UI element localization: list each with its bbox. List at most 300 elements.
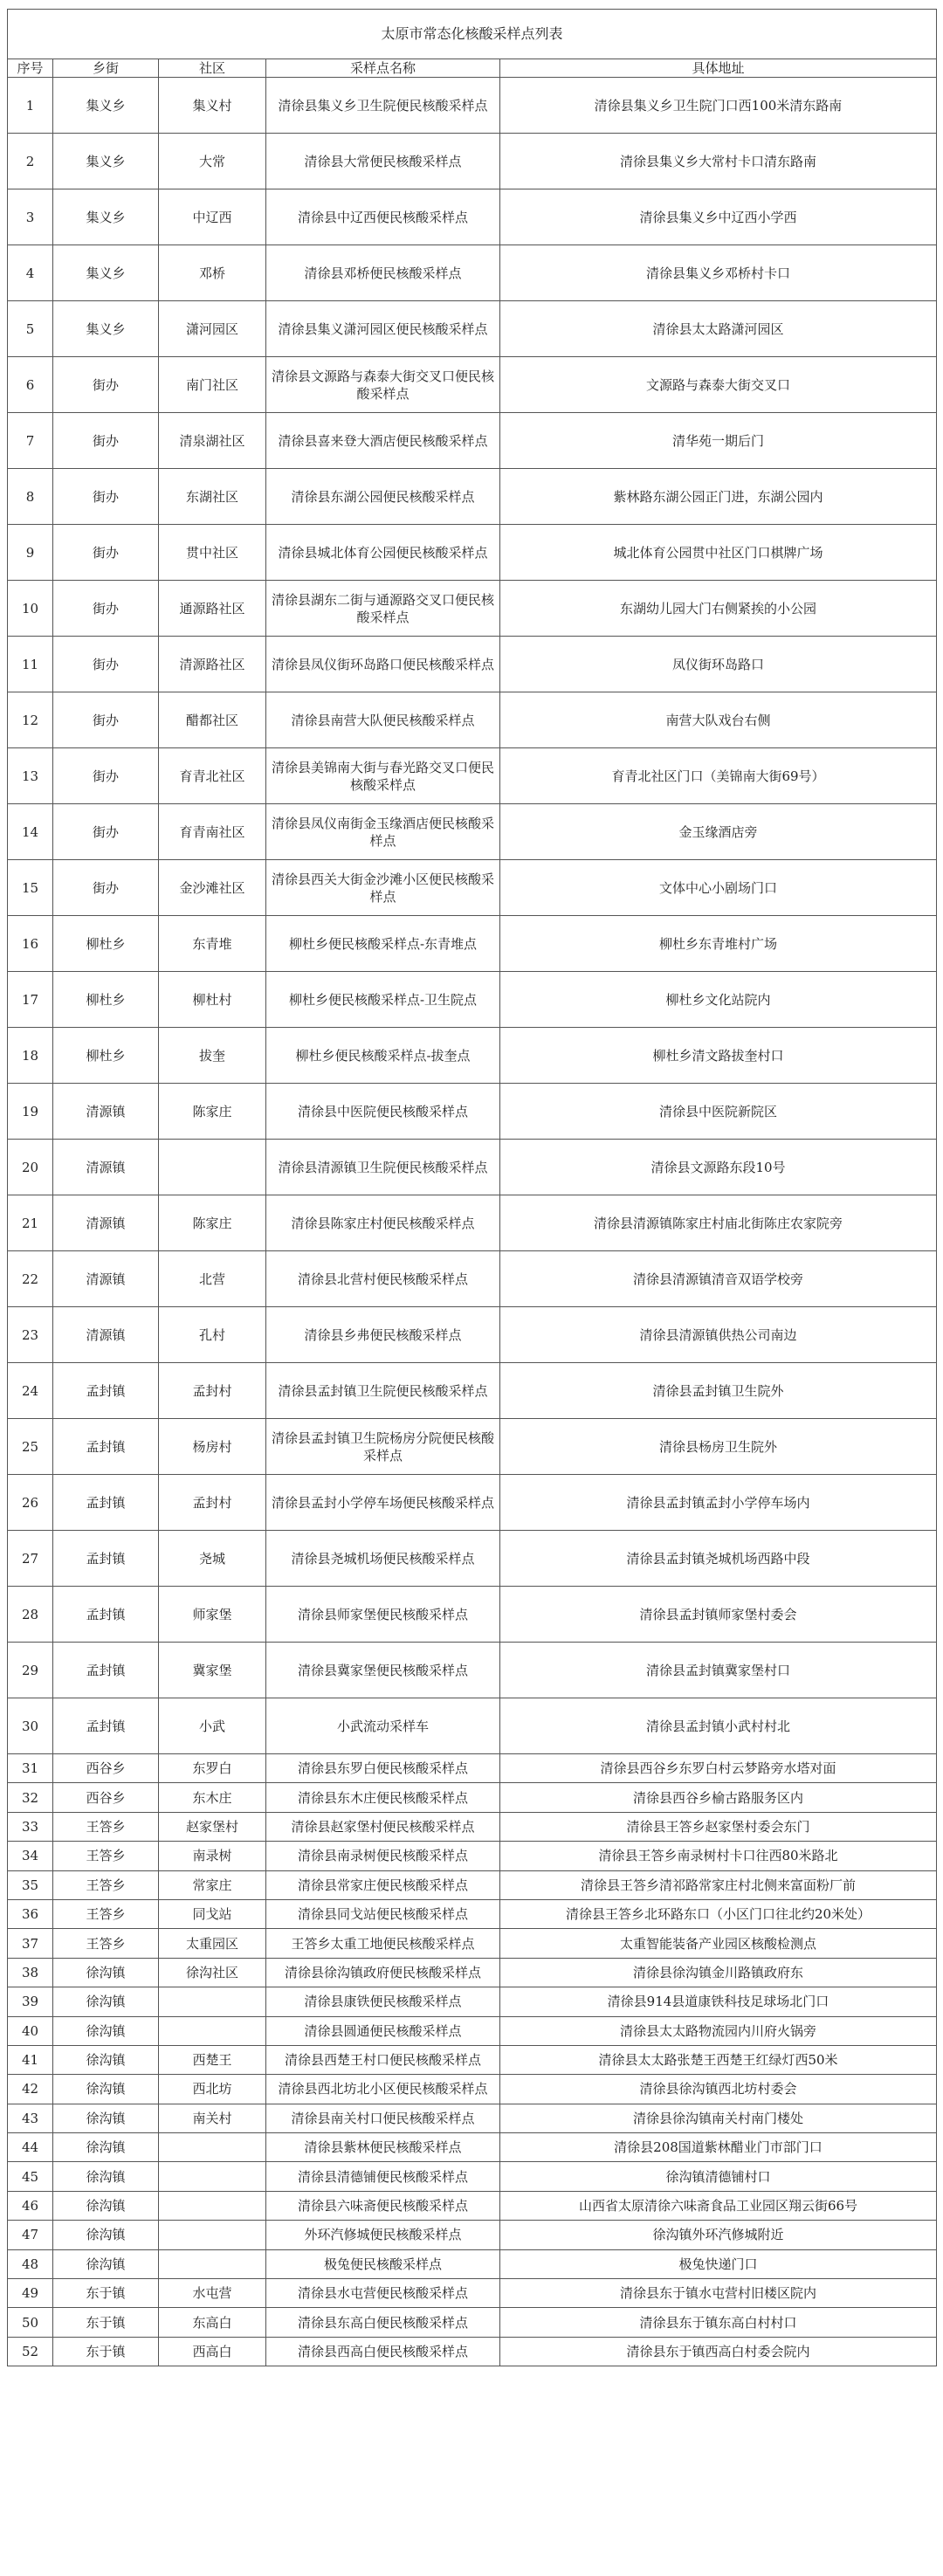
row-community: 南门社区	[159, 357, 266, 413]
row-address: 清徐县208国道紫林醋业门市部门口	[500, 2133, 937, 2162]
row-address: 育青北社区门口（美锦南大街69号）	[500, 748, 937, 804]
row-site-name: 极兔便民核酸采样点	[266, 2249, 500, 2278]
row-township: 清源镇	[53, 1140, 159, 1195]
row-address: 清徐县东于镇西高白村委会院内	[500, 2337, 937, 2366]
table-row	[8, 2045, 937, 2074]
row-address: 清徐县王答乡南录树村卡口往西80米路北	[500, 1842, 937, 1870]
row-township: 清源镇	[53, 1084, 159, 1140]
row-township: 徐沟镇	[53, 1958, 159, 1987]
row-site-name: 清徐县东木庄便民核酸采样点	[266, 1783, 500, 1812]
row-township: 徐沟镇	[53, 2104, 159, 2132]
table-row	[8, 1754, 937, 1783]
row-township: 王答乡	[53, 1842, 159, 1870]
row-index: 27	[8, 1531, 53, 1587]
row-community: 师家堡	[159, 1587, 266, 1643]
row-address: 清徐县杨房卫生院外	[500, 1419, 937, 1475]
table-row	[8, 1531, 937, 1587]
row-township: 徐沟镇	[53, 2133, 159, 2162]
row-site-name: 清徐县孟封镇卫生院杨房分院便民核酸采样点	[266, 1419, 500, 1475]
row-township: 柳杜乡	[53, 972, 159, 1028]
row-community: 金沙滩社区	[159, 860, 266, 916]
row-site-name: 清徐县清德铺便民核酸采样点	[266, 2162, 500, 2191]
row-site-name: 清徐县西高白便民核酸采样点	[266, 2337, 500, 2366]
table-row	[8, 1812, 937, 1841]
row-address: 清徐县西谷乡榆古路服务区内	[500, 1783, 937, 1812]
row-index: 38	[8, 1958, 53, 1987]
row-township: 街办	[53, 581, 159, 637]
row-site-name: 清徐县尧城机场便民核酸采样点	[266, 1531, 500, 1587]
row-site-name: 王答乡太重工地便民核酸采样点	[266, 1929, 500, 1958]
row-address: 凤仪街环岛路口	[500, 637, 937, 692]
row-index: 7	[8, 413, 53, 469]
table-row	[8, 1363, 937, 1419]
row-address: 文体中心小剧场门口	[500, 860, 937, 916]
row-address: 清徐县王答乡清祁路常家庄村北侧来富面粉厂前	[500, 1870, 937, 1899]
row-township: 徐沟镇	[53, 2162, 159, 2191]
row-township: 柳杜乡	[53, 1028, 159, 1084]
row-township: 街办	[53, 692, 159, 748]
table-title: 太原市常态化核酸采样点列表	[8, 10, 937, 59]
row-site-name: 清徐县文源路与森泰大街交叉口便民核酸采样点	[266, 357, 500, 413]
row-address: 清徐县集义乡中辽西小学西	[500, 189, 937, 245]
row-address: 清徐县孟封镇冀家堡村口	[500, 1643, 937, 1698]
row-community: 东高白	[159, 2308, 266, 2337]
row-index: 15	[8, 860, 53, 916]
row-index: 40	[8, 2016, 53, 2045]
table-row	[8, 2162, 937, 2191]
table-row	[8, 1307, 937, 1363]
row-index: 8	[8, 469, 53, 525]
row-address: 柳杜乡清文路拔奎村口	[500, 1028, 937, 1084]
row-community: 清泉湖社区	[159, 413, 266, 469]
row-site-name: 清徐县凤仪南街金玉缘酒店便民核酸采样点	[266, 804, 500, 860]
row-index: 20	[8, 1140, 53, 1195]
table-row	[8, 2133, 937, 2162]
row-address: 清徐县王答乡赵家堡村委会东门	[500, 1812, 937, 1841]
row-township: 孟封镇	[53, 1531, 159, 1587]
row-community: 贯中社区	[159, 525, 266, 581]
table-row	[8, 1643, 937, 1698]
row-index: 47	[8, 2221, 53, 2249]
row-address: 徐沟镇外环汽修城附近	[500, 2221, 937, 2249]
row-index: 26	[8, 1475, 53, 1531]
row-index: 12	[8, 692, 53, 748]
row-index: 25	[8, 1419, 53, 1475]
row-address: 清徐县孟封镇师家堡村委会	[500, 1587, 937, 1643]
table-row	[8, 860, 937, 916]
row-community: 邓桥	[159, 245, 266, 301]
row-index: 42	[8, 2075, 53, 2104]
row-index: 50	[8, 2308, 53, 2337]
row-index: 39	[8, 1987, 53, 2016]
sampling-points-table	[7, 9, 937, 2366]
row-township: 孟封镇	[53, 1363, 159, 1419]
row-community: 同戈站	[159, 1899, 266, 1928]
row-site-name: 清徐县集义潇河园区便民核酸采样点	[266, 301, 500, 357]
row-community: 西楚王	[159, 2045, 266, 2074]
row-site-name: 清徐县陈家庄村便民核酸采样点	[266, 1195, 500, 1251]
row-address: 清徐县东于镇东高白村村口	[500, 2308, 937, 2337]
row-address: 清徐县西谷乡东罗白村云梦路旁水塔对面	[500, 1754, 937, 1783]
row-community: 陈家庄	[159, 1084, 266, 1140]
row-township: 王答乡	[53, 1812, 159, 1841]
row-index: 22	[8, 1251, 53, 1307]
row-site-name: 清徐县美锦南大街与春光路交叉口便民核酸采样点	[266, 748, 500, 804]
table-row	[8, 1899, 937, 1928]
row-community	[159, 2162, 266, 2191]
row-community: 醋都社区	[159, 692, 266, 748]
table-row	[8, 2075, 937, 2104]
row-address: 清徐县集义乡大常村卡口清东路南	[500, 134, 937, 189]
row-community	[159, 2249, 266, 2278]
row-site-name: 清徐县康铁便民核酸采样点	[266, 1987, 500, 2016]
table-row	[8, 301, 937, 357]
row-index: 4	[8, 245, 53, 301]
row-site-name: 柳杜乡便民核酸采样点-卫生院点	[266, 972, 500, 1028]
row-index: 45	[8, 2162, 53, 2191]
row-community: 常家庄	[159, 1870, 266, 1899]
row-township: 街办	[53, 860, 159, 916]
row-township: 孟封镇	[53, 1475, 159, 1531]
row-community: 赵家堡村	[159, 1812, 266, 1841]
table-row	[8, 2279, 937, 2308]
row-site-name: 清徐县东湖公园便民核酸采样点	[266, 469, 500, 525]
row-township: 集义乡	[53, 301, 159, 357]
table-row	[8, 413, 937, 469]
row-address: 太重智能装备产业园区核酸检测点	[500, 1929, 937, 1958]
row-index: 52	[8, 2337, 53, 2366]
row-site-name: 清徐县集义乡卫生院便民核酸采样点	[266, 78, 500, 134]
row-township: 西谷乡	[53, 1783, 159, 1812]
row-community: 南关村	[159, 2104, 266, 2132]
table-row	[8, 2221, 937, 2249]
table-row	[8, 245, 937, 301]
row-address: 清华苑一期后门	[500, 413, 937, 469]
row-township: 孟封镇	[53, 1587, 159, 1643]
row-community	[159, 1987, 266, 2016]
row-community	[159, 1140, 266, 1195]
row-site-name: 清徐县西关大街金沙滩小区便民核酸采样点	[266, 860, 500, 916]
row-community: 尧城	[159, 1531, 266, 1587]
row-township: 集义乡	[53, 189, 159, 245]
row-township: 柳杜乡	[53, 916, 159, 972]
header-index: 序号	[8, 59, 53, 78]
row-community	[159, 2016, 266, 2045]
row-address: 徐沟镇清德铺村口	[500, 2162, 937, 2191]
table-row	[8, 916, 937, 972]
row-community: 通源路社区	[159, 581, 266, 637]
row-township: 徐沟镇	[53, 2191, 159, 2220]
row-address: 清徐县孟封镇卫生院外	[500, 1363, 937, 1419]
row-index: 23	[8, 1307, 53, 1363]
row-township: 街办	[53, 637, 159, 692]
row-index: 11	[8, 637, 53, 692]
row-community	[159, 2133, 266, 2162]
row-address: 紫林路东湖公园正门进，东湖公园内	[500, 469, 937, 525]
row-community: 西高白	[159, 2337, 266, 2366]
row-community: 孔村	[159, 1307, 266, 1363]
row-township: 街办	[53, 413, 159, 469]
row-site-name: 清徐县南营大队便民核酸采样点	[266, 692, 500, 748]
row-township: 街办	[53, 804, 159, 860]
row-site-name: 外环汽修城便民核酸采样点	[266, 2221, 500, 2249]
row-township: 街办	[53, 748, 159, 804]
row-address: 清徐县914县道康铁科技足球场北门口	[500, 1987, 937, 2016]
row-township: 孟封镇	[53, 1698, 159, 1754]
row-community: 育青北社区	[159, 748, 266, 804]
row-community: 杨房村	[159, 1419, 266, 1475]
header-site-name: 采样点名称	[266, 59, 500, 78]
row-index: 3	[8, 189, 53, 245]
table-row	[8, 189, 937, 245]
row-site-name: 清徐县常家庄便民核酸采样点	[266, 1870, 500, 1899]
row-community: 拔奎	[159, 1028, 266, 1084]
row-site-name: 柳杜乡便民核酸采样点-拔奎点	[266, 1028, 500, 1084]
row-index: 36	[8, 1899, 53, 1928]
row-index: 43	[8, 2104, 53, 2132]
row-site-name: 清徐县乡弗便民核酸采样点	[266, 1307, 500, 1363]
row-site-name: 清徐县东高白便民核酸采样点	[266, 2308, 500, 2337]
table-row	[8, 1842, 937, 1870]
row-township: 徐沟镇	[53, 2045, 159, 2074]
row-community: 东湖社区	[159, 469, 266, 525]
row-index: 13	[8, 748, 53, 804]
row-site-name: 清徐县南关村口便民核酸采样点	[266, 2104, 500, 2132]
row-address: 清徐县太太路张楚王西楚王红绿灯西50米	[500, 2045, 937, 2074]
row-community: 徐沟社区	[159, 1958, 266, 1987]
row-address: 清徐县清源镇清音双语学校旁	[500, 1251, 937, 1307]
row-community: 东青堆	[159, 916, 266, 972]
table-row	[8, 804, 937, 860]
row-address: 清徐县太太路潇河园区	[500, 301, 937, 357]
row-site-name: 清徐县东罗白便民核酸采样点	[266, 1754, 500, 1783]
row-address: 金玉缘酒店旁	[500, 804, 937, 860]
row-address: 清徐县徐沟镇西北坊村委会	[500, 2075, 937, 2104]
row-community: 小武	[159, 1698, 266, 1754]
table-row	[8, 692, 937, 748]
row-index: 16	[8, 916, 53, 972]
row-township: 集义乡	[53, 78, 159, 134]
row-site-name: 清徐县城北体育公园便民核酸采样点	[266, 525, 500, 581]
header-row	[8, 59, 937, 78]
row-community: 集义村	[159, 78, 266, 134]
row-index: 17	[8, 972, 53, 1028]
row-site-name: 柳杜乡便民核酸采样点-东青堆点	[266, 916, 500, 972]
row-community: 中辽西	[159, 189, 266, 245]
row-township: 王答乡	[53, 1899, 159, 1928]
row-community	[159, 2191, 266, 2220]
row-site-name: 清徐县水屯营便民核酸采样点	[266, 2279, 500, 2308]
table-row	[8, 78, 937, 134]
row-township: 集义乡	[53, 245, 159, 301]
table-row	[8, 1251, 937, 1307]
table-row	[8, 1929, 937, 1958]
row-address: 东湖幼儿园大门右侧紧挨的小公园	[500, 581, 937, 637]
table-row	[8, 1084, 937, 1140]
row-community: 育青南社区	[159, 804, 266, 860]
row-index: 10	[8, 581, 53, 637]
row-address: 清徐县清源镇供热公司南边	[500, 1307, 937, 1363]
row-site-name: 清徐县北营村便民核酸采样点	[266, 1251, 500, 1307]
row-township: 西谷乡	[53, 1754, 159, 1783]
row-site-name: 小武流动采样车	[266, 1698, 500, 1754]
title-row	[8, 10, 937, 59]
row-site-name: 清徐县徐沟镇政府便民核酸采样点	[266, 1958, 500, 1987]
table-row	[8, 2249, 937, 2278]
table-row	[8, 1698, 937, 1754]
row-index: 44	[8, 2133, 53, 2162]
row-community: 孟封村	[159, 1363, 266, 1419]
row-index: 14	[8, 804, 53, 860]
row-township: 街办	[53, 469, 159, 525]
row-community: 清源路社区	[159, 637, 266, 692]
row-township: 徐沟镇	[53, 2075, 159, 2104]
row-site-name: 清徐县孟封小学停车场便民核酸采样点	[266, 1475, 500, 1531]
table-row	[8, 1783, 937, 1812]
row-index: 32	[8, 1783, 53, 1812]
row-site-name: 清徐县凤仪街环岛路口便民核酸采样点	[266, 637, 500, 692]
row-index: 37	[8, 1929, 53, 1958]
row-address: 清徐县中医院新院区	[500, 1084, 937, 1140]
row-site-name: 清徐县喜来登大酒店便民核酸采样点	[266, 413, 500, 469]
row-address: 清徐县王答乡北环路东口（小区门口往北约20米处）	[500, 1899, 937, 1928]
row-index: 33	[8, 1812, 53, 1841]
row-community: 潇河园区	[159, 301, 266, 357]
row-site-name: 清徐县赵家堡村便民核酸采样点	[266, 1812, 500, 1841]
row-site-name: 清徐县孟封镇卫生院便民核酸采样点	[266, 1363, 500, 1419]
row-index: 19	[8, 1084, 53, 1140]
row-community: 西北坊	[159, 2075, 266, 2104]
table-row	[8, 525, 937, 581]
row-index: 1	[8, 78, 53, 134]
row-township: 孟封镇	[53, 1643, 159, 1698]
row-site-name: 清徐县南录树便民核酸采样点	[266, 1842, 500, 1870]
table-row	[8, 1987, 937, 2016]
row-address: 柳杜乡东青堆村广场	[500, 916, 937, 972]
row-community: 水屯营	[159, 2279, 266, 2308]
row-index: 41	[8, 2045, 53, 2074]
row-township: 清源镇	[53, 1195, 159, 1251]
row-community: 太重园区	[159, 1929, 266, 1958]
row-township: 徐沟镇	[53, 2249, 159, 2278]
row-township: 街办	[53, 357, 159, 413]
row-address: 清徐县集义乡卫生院门口西100米清东路南	[500, 78, 937, 134]
row-community: 柳杜村	[159, 972, 266, 1028]
row-address: 清徐县徐沟镇南关村南门楼处	[500, 2104, 937, 2132]
row-site-name: 清徐县中医院便民核酸采样点	[266, 1084, 500, 1140]
row-township: 王答乡	[53, 1870, 159, 1899]
row-community: 大常	[159, 134, 266, 189]
table-row	[8, 357, 937, 413]
table-row	[8, 1140, 937, 1195]
row-address: 清徐县集义乡邓桥村卡口	[500, 245, 937, 301]
row-community: 孟封村	[159, 1475, 266, 1531]
row-address: 清徐县太太路物流园内川府火锅旁	[500, 2016, 937, 2045]
table-row	[8, 1958, 937, 1987]
header-community: 社区	[159, 59, 266, 78]
row-township: 东于镇	[53, 2308, 159, 2337]
row-index: 21	[8, 1195, 53, 1251]
row-address: 清徐县文源路东段10号	[500, 1140, 937, 1195]
table-row	[8, 2191, 937, 2220]
row-address: 城北体育公园贯中社区门口棋牌广场	[500, 525, 937, 581]
row-township: 孟封镇	[53, 1419, 159, 1475]
row-address: 南营大队戏台右侧	[500, 692, 937, 748]
row-address: 清徐县清源镇陈家庄村庙北街陈庄农家院旁	[500, 1195, 937, 1251]
row-site-name: 清徐县圆通便民核酸采样点	[266, 2016, 500, 2045]
table-row	[8, 972, 937, 1028]
row-site-name: 清徐县中辽西便民核酸采样点	[266, 189, 500, 245]
row-index: 9	[8, 525, 53, 581]
row-township: 清源镇	[53, 1251, 159, 1307]
row-index: 5	[8, 301, 53, 357]
row-site-name: 清徐县西楚王村口便民核酸采样点	[266, 2045, 500, 2074]
row-site-name: 清徐县紫林便民核酸采样点	[266, 2133, 500, 2162]
row-site-name: 清徐县西北坊北小区便民核酸采样点	[266, 2075, 500, 2104]
table-row	[8, 469, 937, 525]
row-index: 30	[8, 1698, 53, 1754]
row-address: 清徐县孟封镇小武村村北	[500, 1698, 937, 1754]
header-township: 乡街	[53, 59, 159, 78]
row-township: 徐沟镇	[53, 2016, 159, 2045]
row-index: 34	[8, 1842, 53, 1870]
table-row	[8, 1195, 937, 1251]
row-township: 王答乡	[53, 1929, 159, 1958]
row-address: 清徐县东于镇水屯营村旧楼区院内	[500, 2279, 937, 2308]
row-community	[159, 2221, 266, 2249]
row-site-name: 清徐县六味斋便民核酸采样点	[266, 2191, 500, 2220]
row-address: 清徐县徐沟镇金川路镇政府东	[500, 1958, 937, 1987]
row-index: 2	[8, 134, 53, 189]
header-address: 具体地址	[500, 59, 937, 78]
row-site-name: 清徐县湖东二街与通源路交叉口便民核酸采样点	[266, 581, 500, 637]
table-row	[8, 1475, 937, 1531]
row-township: 徐沟镇	[53, 2221, 159, 2249]
row-index: 46	[8, 2191, 53, 2220]
row-township: 东于镇	[53, 2279, 159, 2308]
table-row	[8, 1870, 937, 1899]
row-community: 冀家堡	[159, 1643, 266, 1698]
row-index: 28	[8, 1587, 53, 1643]
row-community: 东罗白	[159, 1754, 266, 1783]
table-row	[8, 2308, 937, 2337]
row-address: 山西省太原清徐六味斋食品工业园区翔云街66号	[500, 2191, 937, 2220]
row-township: 街办	[53, 525, 159, 581]
row-community: 东木庄	[159, 1783, 266, 1812]
table-row	[8, 134, 937, 189]
row-address: 柳杜乡文化站院内	[500, 972, 937, 1028]
row-site-name: 清徐县邓桥便民核酸采样点	[266, 245, 500, 301]
row-address: 清徐县孟封镇孟封小学停车场内	[500, 1475, 937, 1531]
row-index: 6	[8, 357, 53, 413]
row-index: 29	[8, 1643, 53, 1698]
table-row	[8, 2016, 937, 2045]
row-index: 35	[8, 1870, 53, 1899]
row-address: 极兔快递门口	[500, 2249, 937, 2278]
row-township: 徐沟镇	[53, 1987, 159, 2016]
row-township: 集义乡	[53, 134, 159, 189]
table-row	[8, 581, 937, 637]
row-site-name: 清徐县师家堡便民核酸采样点	[266, 1587, 500, 1643]
table-row	[8, 1028, 937, 1084]
table-row	[8, 1419, 937, 1475]
row-index: 24	[8, 1363, 53, 1419]
row-site-name: 清徐县同戈站便民核酸采样点	[266, 1899, 500, 1928]
row-index: 49	[8, 2279, 53, 2308]
row-address: 文源路与森泰大街交叉口	[500, 357, 937, 413]
document-page	[7, 9, 936, 2567]
row-index: 48	[8, 2249, 53, 2278]
